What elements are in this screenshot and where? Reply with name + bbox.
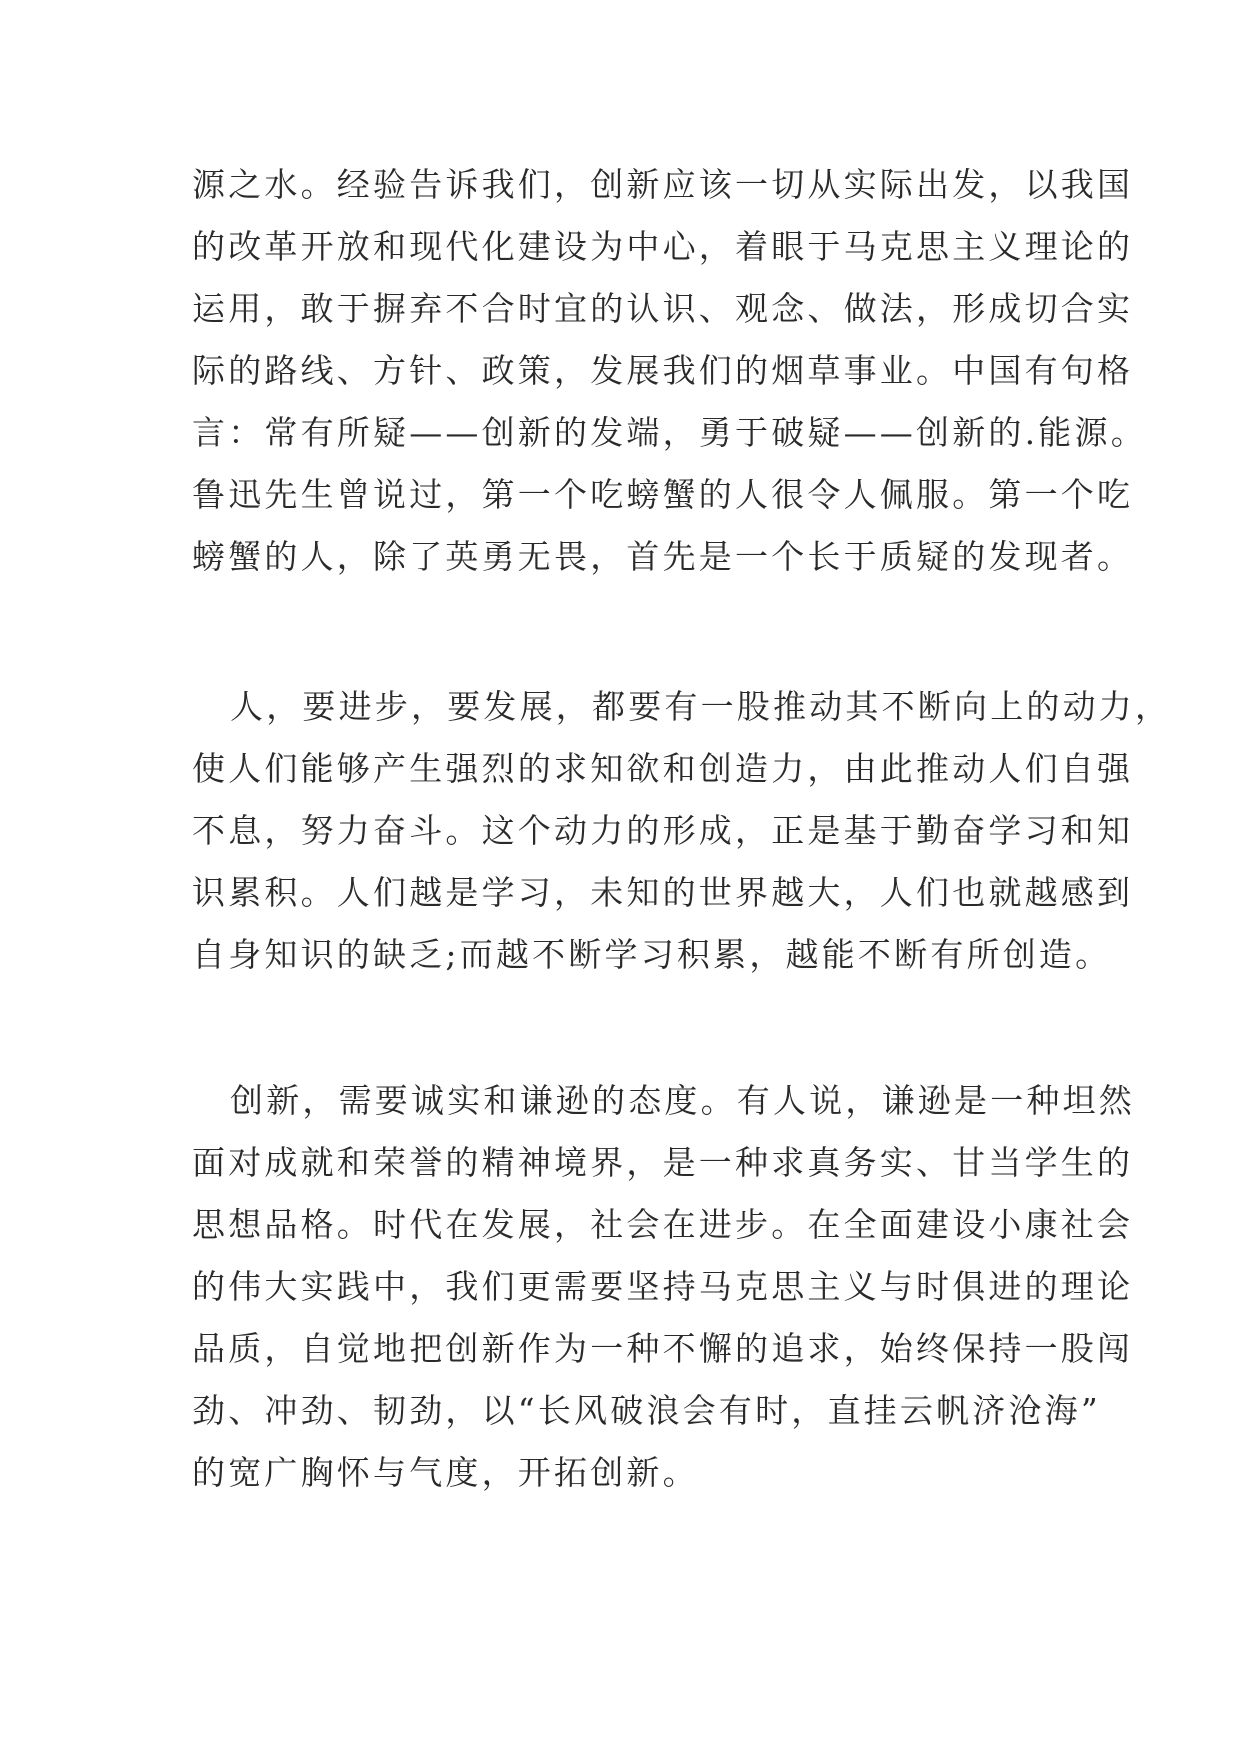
text-line: 面对成就和荣誉的精神境界，是一种求真务实、甘当学生的 <box>192 1143 1134 1182</box>
text-line: 际的路线、方针、政策，发展我们的烟草事业。中国有句格 <box>192 351 1134 390</box>
paragraph-continuation <box>192 154 1147 588</box>
text-line: 的改革开放和现代化建设为中心，着眼于马克思主义理论的 <box>192 227 1134 266</box>
text-line-first: 人，要进步，要发展，都要有一股推动其不断向上的动力， <box>230 687 1172 726</box>
text-line: 自身知识的缺乏;而越不断学习积累，越能不断有所创造。 <box>192 935 1112 974</box>
text-line: 言：常有所疑——创新的发端，勇于破疑——创新的.能源。 <box>192 413 1147 452</box>
text-line: 源之水。经验告诉我们，创新应该一切从实际出发，以我国 <box>192 165 1134 204</box>
text-line: 使人们能够产生强烈的求知欲和创造力，由此推动人们自强 <box>192 749 1134 788</box>
paragraph-innovation <box>192 1070 1135 1504</box>
text-line: 思想品格。时代在发展，社会在进步。在全面建设小康社会 <box>192 1205 1134 1244</box>
text-line: 劲、冲劲、韧劲，以“长风破浪会有时，直挂云帆济沧海” <box>192 1391 1101 1430</box>
text-line: 不息，努力奋斗。这个动力的形成，正是基于勤奋学习和知 <box>192 811 1134 850</box>
text-line: 的宽广胸怀与气度，开拓创新。 <box>192 1453 699 1492</box>
text-line-first: 创新，需要诚实和谦逊的态度。有人说，谦逊是一种坦然 <box>230 1081 1135 1120</box>
text-line: 的伟大实践中，我们更需要坚持马克思主义与时俱进的理论 <box>192 1267 1134 1306</box>
text-line: 鲁迅先生曾说过，第一个吃螃蟹的人很令人佩服。第一个吃 <box>192 475 1134 514</box>
text-line: 运用，敢于摒弃不合时宜的认识、观念、做法，形成切合实 <box>192 289 1134 328</box>
paragraph-progress <box>192 676 1172 986</box>
text-line: 识累积。人们越是学习，未知的世界越大，人们也就越感到 <box>192 873 1134 912</box>
text-line: 品质，自觉地把创新作为一种不懈的追求，始终保持一股闯 <box>192 1329 1134 1368</box>
text-line: 螃蟹的人，除了英勇无畏，首先是一个长于质疑的发现者。 <box>192 537 1134 576</box>
